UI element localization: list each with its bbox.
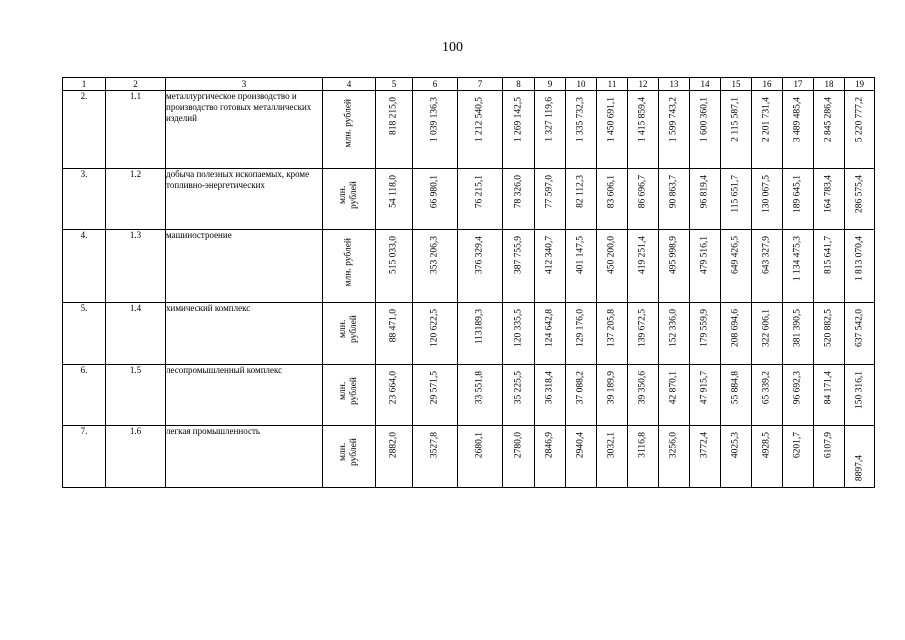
row-unit-cell	[323, 426, 376, 488]
row-unit-cell	[323, 230, 376, 303]
row-code: 1.4	[106, 303, 166, 365]
value: 412 340,7	[544, 236, 555, 274]
row-unit-cell	[323, 365, 376, 426]
value: 208 694,6	[730, 309, 741, 347]
row-number: 2.	[63, 91, 106, 169]
value-cell	[535, 426, 566, 488]
row-unit-cell	[323, 91, 376, 169]
value: 2846,9	[544, 432, 555, 459]
value-cell	[566, 169, 597, 230]
value: 4928,5	[761, 432, 772, 459]
value: 39 189,9	[606, 371, 617, 405]
value: 4025,3	[730, 432, 741, 459]
row-name: машиностроение	[166, 230, 323, 303]
value-cell	[783, 169, 814, 230]
value: 1 600 360,1	[699, 97, 710, 143]
value: 637 542,0	[854, 309, 864, 347]
value-cell	[845, 169, 875, 230]
value: 2 115 587,1	[730, 97, 741, 142]
column-header-5: 5	[376, 78, 413, 91]
value: 3116,8	[637, 432, 648, 458]
column-header-1: 1	[63, 78, 106, 91]
table-row	[63, 426, 875, 488]
value-cell	[458, 169, 503, 230]
value-cell	[628, 169, 659, 230]
value: 376 329,4	[474, 236, 485, 274]
table-row	[63, 303, 875, 365]
value: 419 251,4	[637, 236, 648, 274]
value-cell	[566, 365, 597, 426]
value: 649 426,5	[730, 236, 741, 274]
value-cell	[752, 426, 783, 488]
column-header-6: 6	[413, 78, 458, 91]
value-cell	[721, 303, 752, 365]
value: 479 516,1	[699, 236, 710, 274]
value-cell	[597, 91, 628, 169]
row-number: 7.	[63, 426, 106, 488]
value-cell	[413, 169, 458, 230]
row-code: 1.6	[106, 426, 166, 488]
value: 96 692,3	[792, 371, 803, 405]
value: 33 551,8	[474, 371, 485, 405]
value: 37 088,2	[575, 371, 586, 405]
value-cell	[535, 91, 566, 169]
value-cell	[376, 91, 413, 169]
value-cell	[628, 426, 659, 488]
value-cell	[690, 303, 721, 365]
value: 35 225,5	[513, 371, 523, 405]
value-cell	[413, 426, 458, 488]
value-cell	[783, 91, 814, 169]
column-header-17: 17	[783, 78, 814, 91]
value-cell	[503, 426, 535, 488]
value-cell	[752, 91, 783, 169]
value: 3772,4	[699, 432, 710, 459]
value: 515 033,0	[388, 236, 399, 274]
row-code: 1.5	[106, 365, 166, 426]
value: 1 327 119,6	[544, 97, 555, 142]
value: 1 134 475,3	[792, 236, 803, 282]
column-header-3: 3	[166, 78, 323, 91]
column-header-7: 7	[458, 78, 503, 91]
value-cell	[597, 303, 628, 365]
value-cell	[783, 365, 814, 426]
value: 322 606,1	[761, 309, 772, 347]
value: 29 571,5	[429, 371, 440, 405]
row-number: 4.	[63, 230, 106, 303]
value-cell	[458, 426, 503, 488]
value: 3256,0	[668, 432, 679, 459]
column-header-13: 13	[659, 78, 690, 91]
value-cell	[535, 230, 566, 303]
value: 115 651,7	[730, 175, 741, 213]
value-cell	[458, 91, 503, 169]
value: 6201,7	[792, 432, 803, 459]
table-row	[63, 230, 875, 303]
value-cell	[721, 426, 752, 488]
row-unit: млн. рублей	[338, 315, 359, 343]
value-cell	[376, 230, 413, 303]
value: 54 118,0	[388, 175, 399, 208]
value: 2780,0	[513, 432, 523, 459]
value: 78 326,0	[513, 175, 523, 209]
value-cell	[845, 303, 875, 365]
column-header-9: 9	[535, 78, 566, 91]
row-unit: млн. рублей	[338, 438, 359, 466]
value-cell	[814, 91, 845, 169]
value-cell	[752, 365, 783, 426]
value-cell	[628, 365, 659, 426]
value: 643 327,9	[761, 236, 772, 274]
value-cell	[783, 426, 814, 488]
value-cell	[535, 365, 566, 426]
value-cell	[376, 365, 413, 426]
value-cell	[659, 365, 690, 426]
row-name: лесопромышленный комплекс	[166, 365, 323, 426]
value: 520 882,5	[823, 309, 834, 347]
value-cell	[659, 169, 690, 230]
column-header-2: 2	[106, 78, 166, 91]
value-cell	[690, 426, 721, 488]
column-header-18: 18	[814, 78, 845, 91]
value: 66 980,1	[429, 175, 440, 209]
row-code: 1.2	[106, 169, 166, 230]
value-cell	[566, 303, 597, 365]
value: 6107,9	[823, 432, 834, 459]
row-name: добыча полезных ископаемых, кроме топливно-энергетических	[166, 169, 323, 230]
value-cell	[814, 230, 845, 303]
row-unit: млн. рублей	[343, 99, 354, 148]
column-header-8: 8	[503, 78, 535, 91]
value-cell	[783, 303, 814, 365]
row-number: 3.	[63, 169, 106, 230]
value: 1 269 142,5	[513, 97, 523, 143]
value: 36 318,4	[544, 371, 555, 405]
value: 1 212 540,5	[474, 97, 485, 143]
value-cell	[845, 426, 875, 488]
value: 82 112,3	[575, 175, 586, 208]
value-cell	[628, 230, 659, 303]
row-unit: млн. рублей	[343, 238, 354, 287]
data-table	[62, 77, 875, 488]
value-cell	[458, 303, 503, 365]
value: 818 215,0	[388, 97, 399, 135]
value-cell	[376, 169, 413, 230]
value: 189 645,1	[792, 175, 803, 213]
value-cell	[752, 230, 783, 303]
value-cell	[458, 230, 503, 303]
value: 381 390,5	[792, 309, 803, 347]
column-header-16: 16	[752, 78, 783, 91]
value-cell	[503, 303, 535, 365]
value: 2940,4	[575, 432, 586, 459]
value: 150 316,1	[854, 371, 864, 409]
value-cell	[628, 303, 659, 365]
value: 39 350,6	[637, 371, 648, 405]
value-cell	[566, 426, 597, 488]
value-cell	[535, 169, 566, 230]
row-unit: млн. рублей	[338, 181, 359, 209]
header-row	[63, 78, 875, 91]
value-cell	[845, 365, 875, 426]
column-header-15: 15	[721, 78, 752, 91]
value: 450 200,0	[606, 236, 617, 274]
row-number: 5.	[63, 303, 106, 365]
value: 83 606,1	[606, 175, 617, 209]
value-cell	[814, 426, 845, 488]
column-header-19: 19	[845, 78, 875, 91]
value-cell	[814, 303, 845, 365]
value-cell	[503, 365, 535, 426]
value-cell	[659, 91, 690, 169]
column-header-4: 4	[323, 78, 376, 91]
value: 139 672,5	[637, 309, 648, 347]
value-cell	[597, 365, 628, 426]
value: 47 915,7	[699, 371, 710, 405]
value-cell	[503, 91, 535, 169]
value: 113189,3	[474, 309, 485, 345]
value-cell	[503, 230, 535, 303]
column-header-12: 12	[628, 78, 659, 91]
value: 23 664,0	[388, 371, 399, 405]
value-cell	[413, 365, 458, 426]
value: 2 201 731,4	[761, 97, 772, 143]
value-cell	[752, 303, 783, 365]
row-unit-cell	[323, 303, 376, 365]
row-name: легкая промышленность	[166, 426, 323, 488]
table-row	[63, 365, 875, 426]
value: 42 870,1	[668, 371, 679, 405]
value: 86 696,7	[637, 175, 648, 209]
value-cell	[721, 169, 752, 230]
column-header-14: 14	[690, 78, 721, 91]
value-cell	[535, 303, 566, 365]
value-cell	[376, 426, 413, 488]
value-cell	[814, 169, 845, 230]
value-cell	[690, 169, 721, 230]
value-cell	[659, 230, 690, 303]
value: 286 575,4	[854, 175, 864, 213]
value-cell	[845, 230, 875, 303]
value: 129 176,0	[575, 309, 586, 347]
value: 96 819,4	[699, 175, 710, 209]
value: 3 489 485,4	[792, 97, 803, 143]
column-header-10: 10	[566, 78, 597, 91]
value: 179 559,9	[699, 309, 710, 347]
row-number: 6.	[63, 365, 106, 426]
value: 76 215,1	[474, 175, 485, 209]
row-code: 1.3	[106, 230, 166, 303]
value: 1 813 070,4	[854, 236, 864, 282]
value-cell	[814, 365, 845, 426]
value: 130 067,5	[761, 175, 772, 213]
value-cell	[628, 91, 659, 169]
value: 2882,0	[388, 432, 399, 459]
value-cell	[566, 91, 597, 169]
value: 401 147,5	[575, 236, 586, 274]
value: 1 415 859,4	[637, 97, 648, 143]
value-cell	[721, 230, 752, 303]
value: 1 335 732,3	[575, 97, 586, 143]
value: 387 755,9	[513, 236, 523, 274]
value-cell	[721, 365, 752, 426]
value: 77 597,0	[544, 175, 555, 209]
value: 55 884,8	[730, 371, 741, 405]
value: 3527,8	[429, 432, 440, 459]
value: 88 471,0	[388, 309, 399, 343]
value-cell	[413, 91, 458, 169]
value-cell	[597, 169, 628, 230]
value-cell	[690, 91, 721, 169]
value-cell	[659, 426, 690, 488]
value: 152 336,0	[668, 309, 679, 347]
value: 3032,1	[606, 432, 617, 459]
row-name: металлургическое производство и производство готовых металлических изделий	[166, 91, 323, 169]
row-name: химический комплекс	[166, 303, 323, 365]
value-cell	[721, 91, 752, 169]
value-cell	[597, 230, 628, 303]
value: 353 206,3	[429, 236, 440, 274]
value-cell	[503, 169, 535, 230]
row-unit-cell	[323, 169, 376, 230]
row-unit: млн. рублей	[338, 377, 359, 405]
row-code: 1.1	[106, 91, 166, 169]
value: 495 998,9	[668, 236, 679, 274]
value: 815 641,7	[823, 236, 834, 274]
value-cell	[845, 91, 875, 169]
value-cell	[413, 230, 458, 303]
value-cell	[566, 230, 597, 303]
value-cell	[659, 303, 690, 365]
value: 164 783,4	[823, 175, 834, 213]
value: 120 622,5	[429, 309, 440, 347]
value-cell	[413, 303, 458, 365]
value-cell	[783, 230, 814, 303]
value-cell	[690, 230, 721, 303]
value: 65 339,2	[761, 371, 772, 405]
value: 120 335,5	[513, 309, 523, 347]
value: 5 220 777,2	[854, 97, 864, 143]
value: 1 450 691,1	[606, 97, 617, 143]
value-cell	[597, 426, 628, 488]
value-cell	[752, 169, 783, 230]
value: 2680,1	[474, 432, 485, 459]
value-cell	[458, 365, 503, 426]
value: 2 845 286,4	[823, 97, 834, 143]
page-number: 100	[442, 40, 463, 55]
value: 1 039 136,3	[429, 97, 440, 143]
value: 8897,4	[854, 454, 864, 481]
value: 1 599 743,2	[668, 97, 679, 143]
value: 84 171,4	[823, 371, 834, 405]
table-row	[63, 91, 875, 169]
value: 137 205,8	[606, 309, 617, 347]
value: 124 642,8	[544, 309, 555, 347]
value: 90 863,7	[668, 175, 679, 209]
value-cell	[690, 365, 721, 426]
column-header-11: 11	[597, 78, 628, 91]
table-row	[63, 169, 875, 230]
value-cell	[376, 303, 413, 365]
